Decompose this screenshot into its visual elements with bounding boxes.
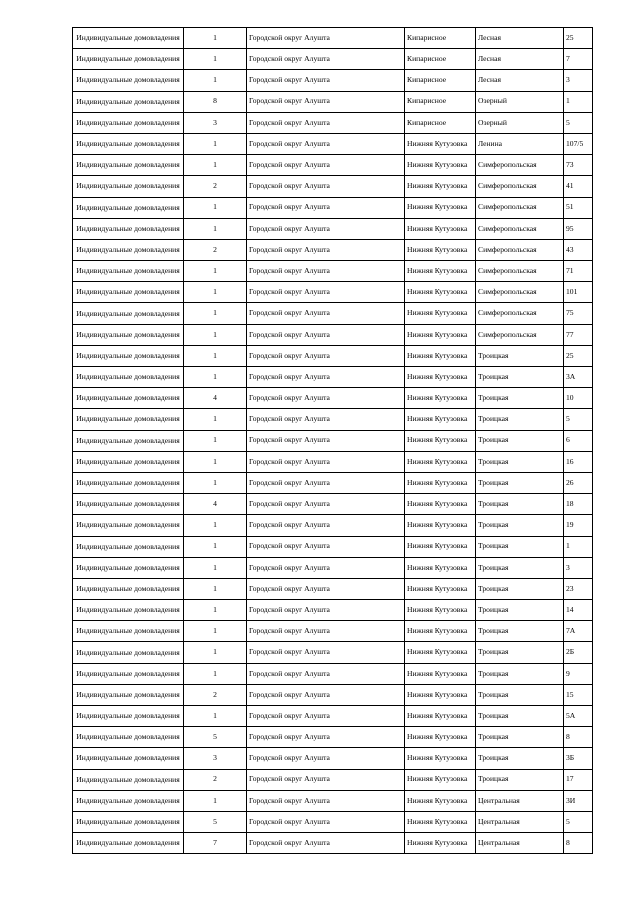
cell-count: 1 xyxy=(184,557,247,578)
cell-type: Индивидуальные домовладения xyxy=(73,748,184,769)
cell-house: 5 xyxy=(564,409,593,430)
cell-locality: Нижняя Кутузовка xyxy=(405,663,476,684)
cell-type: Индивидуальные домовладения xyxy=(73,642,184,663)
table-row xyxy=(73,811,593,832)
cell-street: Троицкая xyxy=(476,663,564,684)
cell-house: 18 xyxy=(564,494,593,515)
cell-city: Городской округ Алушта xyxy=(247,91,405,112)
cell-house: 75 xyxy=(564,303,593,324)
cell-street: Симферопольская xyxy=(476,197,564,218)
cell-house: 16 xyxy=(564,451,593,472)
cell-locality: Нижняя Кутузовка xyxy=(405,600,476,621)
cell-city: Городской округ Алушта xyxy=(247,557,405,578)
cell-type: Индивидуальные домовладения xyxy=(73,790,184,811)
cell-locality: Нижняя Кутузовка xyxy=(405,430,476,451)
cell-house: 77 xyxy=(564,324,593,345)
cell-city: Городской округ Алушта xyxy=(247,303,405,324)
cell-locality: Нижняя Кутузовка xyxy=(405,769,476,790)
table-row xyxy=(73,409,593,430)
cell-street: Симферопольская xyxy=(476,155,564,176)
cell-city: Городской округ Алушта xyxy=(247,515,405,536)
cell-house: 3И xyxy=(564,790,593,811)
table-row xyxy=(73,176,593,197)
cell-count: 3 xyxy=(184,748,247,769)
cell-house: 25 xyxy=(564,28,593,49)
cell-count: 1 xyxy=(184,303,247,324)
cell-locality: Кипарисное xyxy=(405,91,476,112)
cell-street: Лесная xyxy=(476,49,564,70)
cell-type: Индивидуальные домовладения xyxy=(73,261,184,282)
cell-count: 1 xyxy=(184,706,247,727)
cell-house: 1 xyxy=(564,91,593,112)
cell-count: 2 xyxy=(184,176,247,197)
cell-type: Индивидуальные домовладения xyxy=(73,324,184,345)
table-row xyxy=(73,578,593,599)
table-row xyxy=(73,388,593,409)
cell-street: Троицкая xyxy=(476,621,564,642)
cell-type: Индивидуальные домовладения xyxy=(73,218,184,239)
cell-city: Городской округ Алушта xyxy=(247,28,405,49)
cell-type: Индивидуальные домовладения xyxy=(73,176,184,197)
cell-type: Индивидуальные домовладения xyxy=(73,706,184,727)
cell-type: Индивидуальные домовладения xyxy=(73,451,184,472)
cell-house: 5 xyxy=(564,811,593,832)
cell-street: Центральная xyxy=(476,833,564,854)
cell-locality: Нижняя Кутузовка xyxy=(405,261,476,282)
cell-house: 10 xyxy=(564,388,593,409)
cell-type: Индивидуальные домовладения xyxy=(73,70,184,91)
cell-street: Озерный xyxy=(476,112,564,133)
cell-count: 1 xyxy=(184,790,247,811)
cell-house: 17 xyxy=(564,769,593,790)
table-row xyxy=(73,663,593,684)
cell-city: Городской округ Алушта xyxy=(247,833,405,854)
cell-locality: Нижняя Кутузовка xyxy=(405,621,476,642)
cell-count: 2 xyxy=(184,684,247,705)
cell-house: 101 xyxy=(564,282,593,303)
cell-street: Симферопольская xyxy=(476,282,564,303)
cell-count: 7 xyxy=(184,833,247,854)
table-row xyxy=(73,49,593,70)
cell-house: 8 xyxy=(564,727,593,748)
cell-house: 51 xyxy=(564,197,593,218)
cell-locality: Нижняя Кутузовка xyxy=(405,367,476,388)
table-row xyxy=(73,642,593,663)
cell-locality: Нижняя Кутузовка xyxy=(405,324,476,345)
cell-count: 1 xyxy=(184,621,247,642)
cell-count: 1 xyxy=(184,49,247,70)
cell-street: Троицкая xyxy=(476,409,564,430)
cell-house: 95 xyxy=(564,218,593,239)
cell-count: 1 xyxy=(184,261,247,282)
cell-house: 3А xyxy=(564,367,593,388)
cell-locality: Кипарисное xyxy=(405,49,476,70)
cell-count: 2 xyxy=(184,769,247,790)
cell-count: 4 xyxy=(184,494,247,515)
cell-city: Городской округ Алушта xyxy=(247,621,405,642)
cell-locality: Нижняя Кутузовка xyxy=(405,218,476,239)
cell-city: Городской округ Алушта xyxy=(247,430,405,451)
cell-city: Городской округ Алушта xyxy=(247,409,405,430)
cell-house: 19 xyxy=(564,515,593,536)
cell-type: Индивидуальные домовладения xyxy=(73,28,184,49)
cell-locality: Кипарисное xyxy=(405,70,476,91)
cell-street: Троицкая xyxy=(476,388,564,409)
cell-type: Индивидуальные домовладения xyxy=(73,536,184,557)
cell-house: 9 xyxy=(564,663,593,684)
cell-locality: Нижняя Кутузовка xyxy=(405,684,476,705)
cell-city: Городской округ Алушта xyxy=(247,811,405,832)
cell-street: Троицкая xyxy=(476,345,564,366)
cell-city: Городской округ Алушта xyxy=(247,197,405,218)
cell-locality: Кипарисное xyxy=(405,28,476,49)
cell-house: 14 xyxy=(564,600,593,621)
table-row xyxy=(73,282,593,303)
cell-city: Городской округ Алушта xyxy=(247,112,405,133)
table-row xyxy=(73,515,593,536)
cell-locality: Нижняя Кутузовка xyxy=(405,239,476,260)
table-row xyxy=(73,600,593,621)
cell-house: 23 xyxy=(564,578,593,599)
cell-type: Индивидуальные домовладения xyxy=(73,430,184,451)
cell-type: Индивидуальные домовладения xyxy=(73,367,184,388)
cell-locality: Нижняя Кутузовка xyxy=(405,133,476,154)
table-row xyxy=(73,133,593,154)
cell-count: 5 xyxy=(184,727,247,748)
table-row xyxy=(73,345,593,366)
cell-city: Городской округ Алушта xyxy=(247,727,405,748)
cell-city: Городской округ Алушта xyxy=(247,345,405,366)
cell-city: Городской округ Алушта xyxy=(247,324,405,345)
table-row xyxy=(73,303,593,324)
cell-street: Центральная xyxy=(476,811,564,832)
table-row xyxy=(73,684,593,705)
cell-locality: Нижняя Кутузовка xyxy=(405,345,476,366)
table-row xyxy=(73,536,593,557)
cell-type: Индивидуальные домовладения xyxy=(73,833,184,854)
cell-street: Симферопольская xyxy=(476,324,564,345)
table-row xyxy=(73,112,593,133)
table-row xyxy=(73,324,593,345)
cell-street: Троицкая xyxy=(476,472,564,493)
table-row xyxy=(73,727,593,748)
table-row xyxy=(73,769,593,790)
cell-street: Троицкая xyxy=(476,642,564,663)
cell-street: Троицкая xyxy=(476,600,564,621)
table-row xyxy=(73,472,593,493)
table-row xyxy=(73,91,593,112)
cell-street: Центральная xyxy=(476,790,564,811)
cell-count: 1 xyxy=(184,536,247,557)
cell-count: 1 xyxy=(184,218,247,239)
cell-house: 43 xyxy=(564,239,593,260)
cell-city: Городской округ Алушта xyxy=(247,600,405,621)
cell-type: Индивидуальные домовладения xyxy=(73,727,184,748)
cell-count: 1 xyxy=(184,430,247,451)
cell-count: 1 xyxy=(184,28,247,49)
cell-city: Городской округ Алушта xyxy=(247,218,405,239)
cell-locality: Нижняя Кутузовка xyxy=(405,811,476,832)
cell-house: 71 xyxy=(564,261,593,282)
cell-city: Городской округ Алушта xyxy=(247,70,405,91)
cell-house: 6 xyxy=(564,430,593,451)
cell-locality: Нижняя Кутузовка xyxy=(405,642,476,663)
cell-city: Городской округ Алушта xyxy=(247,388,405,409)
cell-locality: Нижняя Кутузовка xyxy=(405,155,476,176)
cell-city: Городской округ Алушта xyxy=(247,176,405,197)
cell-city: Городской округ Алушта xyxy=(247,451,405,472)
cell-city: Городской округ Алушта xyxy=(247,706,405,727)
cell-type: Индивидуальные домовладения xyxy=(73,91,184,112)
cell-count: 1 xyxy=(184,70,247,91)
cell-locality: Нижняя Кутузовка xyxy=(405,706,476,727)
cell-locality: Нижняя Кутузовка xyxy=(405,748,476,769)
cell-count: 1 xyxy=(184,600,247,621)
cell-house: 3 xyxy=(564,557,593,578)
cell-street: Троицкая xyxy=(476,769,564,790)
cell-locality: Нижняя Кутузовка xyxy=(405,833,476,854)
cell-type: Индивидуальные домовладения xyxy=(73,112,184,133)
table-row xyxy=(73,833,593,854)
cell-type: Индивидуальные домовладения xyxy=(73,239,184,260)
cell-type: Индивидуальные домовладения xyxy=(73,409,184,430)
cell-locality: Нижняя Кутузовка xyxy=(405,790,476,811)
cell-locality: Нижняя Кутузовка xyxy=(405,303,476,324)
cell-street: Троицкая xyxy=(476,451,564,472)
cell-city: Городской округ Алушта xyxy=(247,578,405,599)
cell-type: Индивидуальные домовладения xyxy=(73,49,184,70)
cell-street: Симферопольская xyxy=(476,218,564,239)
cell-street: Озерный xyxy=(476,91,564,112)
cell-locality: Нижняя Кутузовка xyxy=(405,515,476,536)
cell-count: 1 xyxy=(184,409,247,430)
cell-street: Троицкая xyxy=(476,748,564,769)
cell-type: Индивидуальные домовладения xyxy=(73,557,184,578)
cell-type: Индивидуальные домовладения xyxy=(73,663,184,684)
cell-type: Индивидуальные домовладения xyxy=(73,388,184,409)
cell-locality: Нижняя Кутузовка xyxy=(405,388,476,409)
cell-city: Городской округ Алушта xyxy=(247,239,405,260)
table-row xyxy=(73,621,593,642)
cell-type: Индивидуальные домовладения xyxy=(73,155,184,176)
table-row xyxy=(73,239,593,260)
cell-city: Городской округ Алушта xyxy=(247,155,405,176)
cell-house: 25 xyxy=(564,345,593,366)
cell-count: 1 xyxy=(184,324,247,345)
cell-locality: Нижняя Кутузовка xyxy=(405,451,476,472)
cell-locality: Нижняя Кутузовка xyxy=(405,536,476,557)
table-row xyxy=(73,367,593,388)
table-row xyxy=(73,557,593,578)
cell-locality: Нижняя Кутузовка xyxy=(405,197,476,218)
cell-type: Индивидуальные домовладения xyxy=(73,600,184,621)
cell-house: 1 xyxy=(564,536,593,557)
cell-house: 7 xyxy=(564,49,593,70)
cell-locality: Нижняя Кутузовка xyxy=(405,557,476,578)
table-row xyxy=(73,218,593,239)
cell-street: Троицкая xyxy=(476,684,564,705)
cell-city: Городской округ Алушта xyxy=(247,472,405,493)
cell-count: 8 xyxy=(184,91,247,112)
cell-count: 1 xyxy=(184,367,247,388)
table-row xyxy=(73,494,593,515)
cell-city: Городской округ Алушта xyxy=(247,367,405,388)
cell-house: 26 xyxy=(564,472,593,493)
cell-locality: Нижняя Кутузовка xyxy=(405,727,476,748)
cell-type: Индивидуальные домовладения xyxy=(73,684,184,705)
cell-city: Городской округ Алушта xyxy=(247,282,405,303)
cell-count: 2 xyxy=(184,239,247,260)
cell-street: Лесная xyxy=(476,28,564,49)
table-row xyxy=(73,155,593,176)
table-row xyxy=(73,706,593,727)
table-row xyxy=(73,451,593,472)
cell-locality: Нижняя Кутузовка xyxy=(405,409,476,430)
cell-type: Индивидуальные домовладения xyxy=(73,494,184,515)
cell-street: Троицкая xyxy=(476,536,564,557)
cell-count: 1 xyxy=(184,663,247,684)
cell-street: Троицкая xyxy=(476,494,564,515)
cell-locality: Нижняя Кутузовка xyxy=(405,472,476,493)
cell-street: Ленина xyxy=(476,133,564,154)
cell-city: Городской округ Алушта xyxy=(247,49,405,70)
cell-street: Троицкая xyxy=(476,367,564,388)
cell-count: 1 xyxy=(184,197,247,218)
cell-count: 1 xyxy=(184,155,247,176)
table-row xyxy=(73,28,593,49)
cell-count: 1 xyxy=(184,515,247,536)
cell-street: Троицкая xyxy=(476,515,564,536)
cell-house: 3Б xyxy=(564,748,593,769)
cell-street: Троицкая xyxy=(476,557,564,578)
cell-street: Троицкая xyxy=(476,727,564,748)
cell-locality: Нижняя Кутузовка xyxy=(405,578,476,599)
cell-count: 1 xyxy=(184,472,247,493)
cell-house: 8 xyxy=(564,833,593,854)
cell-city: Городской округ Алушта xyxy=(247,133,405,154)
cell-house: 107/5 xyxy=(564,133,593,154)
cell-city: Городской округ Алушта xyxy=(247,790,405,811)
cell-house: 5 xyxy=(564,112,593,133)
cell-type: Индивидуальные домовладения xyxy=(73,282,184,303)
cell-type: Индивидуальные домовладения xyxy=(73,197,184,218)
cell-city: Городской округ Алушта xyxy=(247,769,405,790)
cell-street: Троицкая xyxy=(476,578,564,599)
cell-count: 1 xyxy=(184,642,247,663)
cell-street: Симферопольская xyxy=(476,303,564,324)
table-row xyxy=(73,261,593,282)
cell-type: Индивидуальные домовладения xyxy=(73,769,184,790)
table-row xyxy=(73,748,593,769)
cell-street: Симферопольская xyxy=(476,261,564,282)
cell-street: Троицкая xyxy=(476,430,564,451)
cell-house: 73 xyxy=(564,155,593,176)
cell-city: Городской округ Алушта xyxy=(247,494,405,515)
cell-house: 7А xyxy=(564,621,593,642)
cell-city: Городской округ Алушта xyxy=(247,663,405,684)
table-row xyxy=(73,430,593,451)
cell-city: Городской округ Алушта xyxy=(247,748,405,769)
table-row xyxy=(73,197,593,218)
cell-house: 15 xyxy=(564,684,593,705)
cell-count: 3 xyxy=(184,112,247,133)
address-table-body xyxy=(73,28,593,854)
cell-house: 5А xyxy=(564,706,593,727)
cell-type: Индивидуальные домовладения xyxy=(73,811,184,832)
cell-type: Индивидуальные домовладения xyxy=(73,578,184,599)
cell-type: Индивидуальные домовладения xyxy=(73,303,184,324)
cell-city: Городской округ Алушта xyxy=(247,642,405,663)
cell-count: 4 xyxy=(184,388,247,409)
cell-street: Троицкая xyxy=(476,706,564,727)
cell-city: Городской округ Алушта xyxy=(247,261,405,282)
cell-count: 1 xyxy=(184,578,247,599)
cell-house: 3 xyxy=(564,70,593,91)
cell-count: 1 xyxy=(184,345,247,366)
cell-street: Лесная xyxy=(476,70,564,91)
cell-house: 2Б xyxy=(564,642,593,663)
cell-type: Индивидуальные домовладения xyxy=(73,472,184,493)
cell-type: Индивидуальные домовладения xyxy=(73,621,184,642)
cell-city: Городской округ Алушта xyxy=(247,684,405,705)
cell-type: Индивидуальные домовладения xyxy=(73,515,184,536)
cell-street: Симферопольская xyxy=(476,176,564,197)
cell-city: Городской округ Алушта xyxy=(247,536,405,557)
cell-locality: Нижняя Кутузовка xyxy=(405,494,476,515)
table-row xyxy=(73,790,593,811)
cell-house: 41 xyxy=(564,176,593,197)
cell-street: Симферопольская xyxy=(476,239,564,260)
cell-count: 1 xyxy=(184,451,247,472)
cell-count: 1 xyxy=(184,133,247,154)
cell-type: Индивидуальные домовладения xyxy=(73,133,184,154)
cell-locality: Нижняя Кутузовка xyxy=(405,282,476,303)
cell-type: Индивидуальные домовладения xyxy=(73,345,184,366)
document-page xyxy=(72,27,592,854)
cell-count: 1 xyxy=(184,282,247,303)
cell-locality: Кипарисное xyxy=(405,112,476,133)
table-row xyxy=(73,70,593,91)
address-table xyxy=(72,27,593,854)
cell-locality: Нижняя Кутузовка xyxy=(405,176,476,197)
cell-count: 5 xyxy=(184,811,247,832)
